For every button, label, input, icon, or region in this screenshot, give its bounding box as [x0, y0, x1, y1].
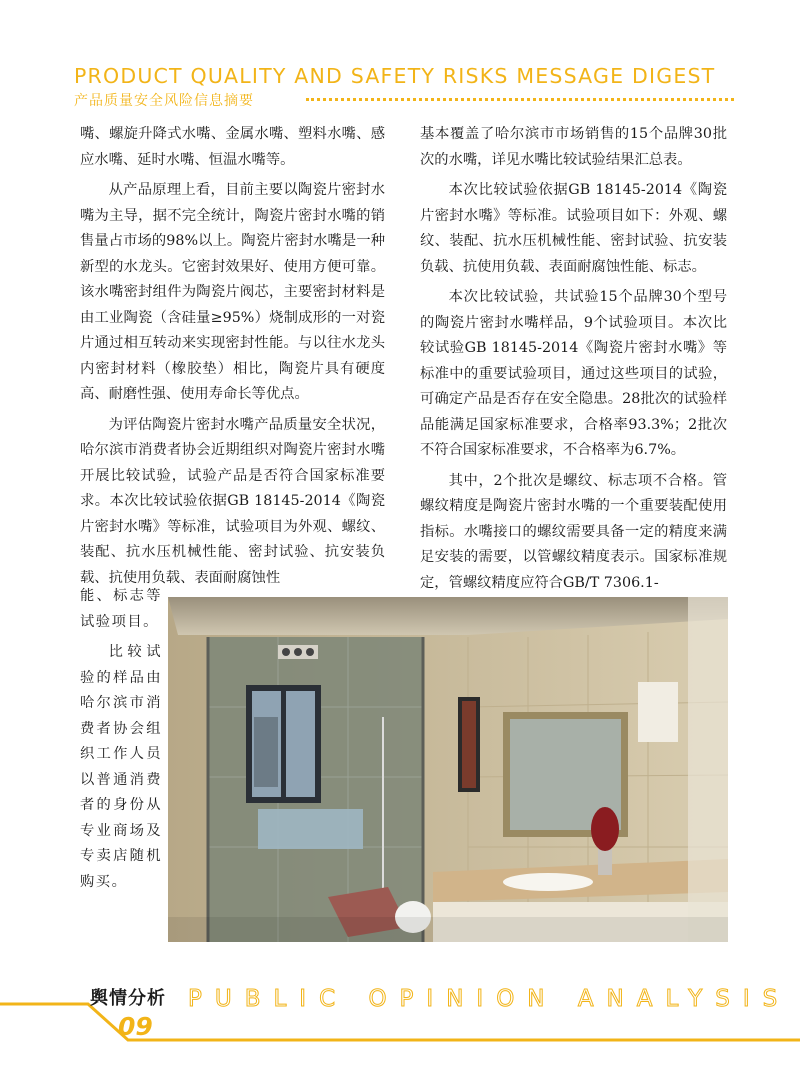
article-column-left	[80, 122, 385, 596]
article-column-narrow	[80, 584, 162, 900]
header-title-en: PRODUCT QUALITY AND SAFETY RISKS MESSAGE DIGEST	[74, 64, 716, 88]
footer-section-en: PUBLIC OPINION ANALYSIS	[188, 986, 791, 1012]
paragraph: 为评估陶瓷片密封水嘴产品质量安全状况，哈尔滨市消费者协会近期组织对陶瓷片密封水嘴开展比较试验，试验产品是否符合国家标准要求。本次比较试验依据GB 18145-2014《陶瓷片密封水嘴》等标准，试验项目为外观、螺纹、装配、抗水压机械性能、密封试验、抗安装负载、抗使用负载、表面耐腐蚀性	[80, 416, 385, 586]
paragraph: 基本覆盖了哈尔滨市市场销售的15个品牌30批次的水嘴，详见水嘴比较试验结果汇总表。	[420, 126, 727, 168]
paragraph: 本次比较试验依据GB 18145-2014《陶瓷片密封水嘴》等标准。试验项目如下：外观、螺纹、装配、抗水压机械性能、密封试验、抗安装负载、抗使用负载、表面耐腐蚀性能、标志。	[420, 182, 727, 275]
header-subtitle-row	[74, 90, 734, 112]
paragraph: 比较试验的样品由哈尔滨市消费者协会组织工作人员以普通消费者的身份从专业商场及专卖店随机购买。	[80, 644, 162, 890]
header-title-cn: 产品质量安全风险信息摘要	[74, 90, 260, 110]
paragraph: 其中，2个批次是螺纹、标志项不合格。管螺纹精度是陶瓷片密封水嘴的一个重要装配使用指标。水嘴接口的螺纹需要具备一定的精度来满足安装的需要，以管螺纹精度表示。国家标准规定，管螺纹精度应符合GB/T 7306.1-	[420, 472, 727, 591]
paragraph: 本次比较试验，共试验15个品牌30个型号的陶瓷片密封水嘴样品，9个试验项目。本次比较试验GB 18145-2014《陶瓷片密封水嘴》等标准中的重要试验项目，通过这些项目的试验，可确定产品是否存在安全隐患。28批次的试验样品能满足国家标准要求，合格率93.3%；2批次不符合国家标准要求，不合格率为6.7%。	[420, 289, 727, 458]
paragraph: 能、标志等试验项目。	[80, 588, 162, 630]
paragraph: 从产品原理上看，目前主要以陶瓷片密封水嘴为主导，据不完全统计，陶瓷片密封水嘴的销售量占市场的98%以上。陶瓷片密封水嘴是一种新型的水龙头。它密封效果好、使用方便可靠。该水嘴密封组件为陶瓷片阀芯，主要密封材料是由工业陶瓷（含硅量≥95%）烧制成形的一对瓷片通过相互转动来实现密封性能。与以往水龙头内密封材料（橡胶垫）相比，陶瓷片具有硬度高、耐磨性强、使用寿命长等优点。	[80, 182, 385, 402]
page-number: 09	[118, 1012, 153, 1041]
bathroom-photo	[168, 597, 728, 942]
article-column-right	[420, 122, 727, 601]
paragraph: 嘴、螺旋升降式水嘴、金属水嘴、塑料水嘴、感应水嘴、延时水嘴、恒温水嘴等。	[80, 126, 385, 168]
footer-section-cn: 舆情分析	[90, 988, 166, 1009]
header-dotted-rule	[306, 98, 734, 101]
